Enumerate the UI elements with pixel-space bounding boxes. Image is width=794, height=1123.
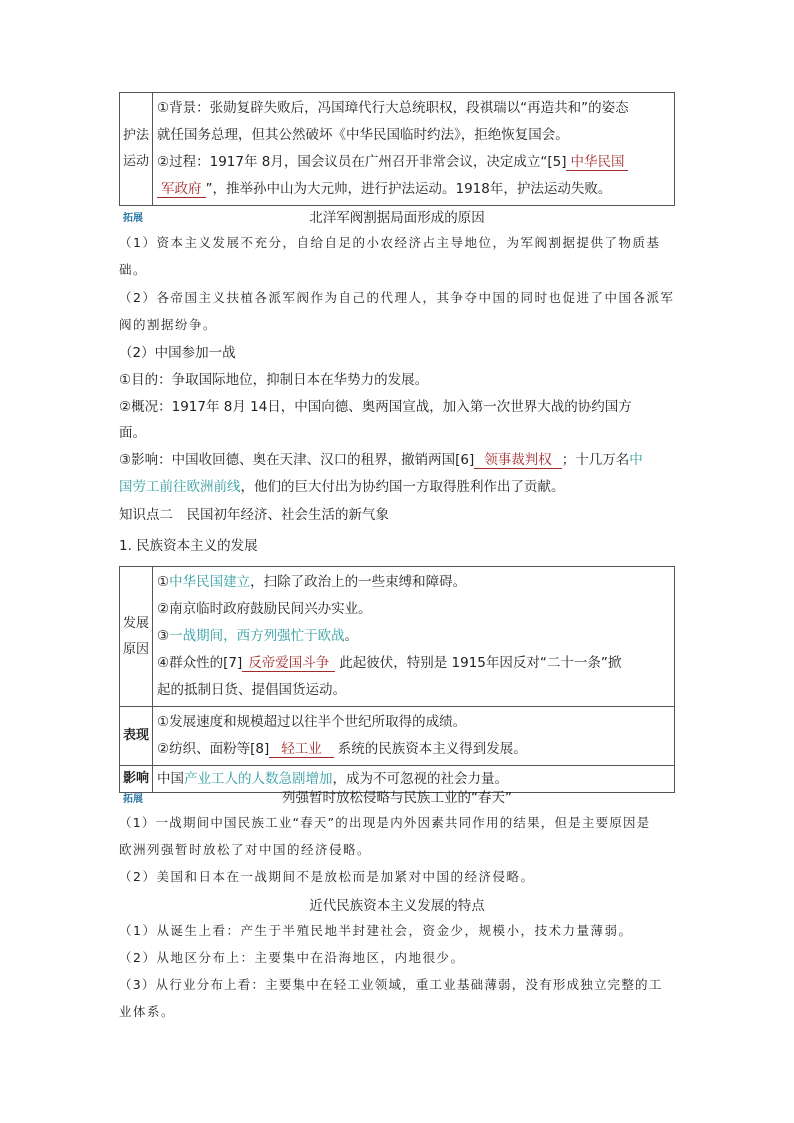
capitalism-table bbox=[119, 566, 675, 793]
answer-6: 领事裁判权 bbox=[474, 452, 562, 469]
tuozhan-tag-2: 拓展 bbox=[123, 794, 143, 805]
tuozhan2-p2: （2）美国和日本在一战期间不是放松而是加紧对中国的经济侵略。 bbox=[119, 869, 535, 884]
tuozhan2-title: 列强暂时放松侵略与民族工业的“春天” bbox=[282, 790, 512, 806]
hufa-content bbox=[153, 93, 675, 206]
performance-header: 表现 bbox=[120, 707, 153, 766]
tuozhan1-title: 北洋军阀割据局面形成的原因 bbox=[309, 210, 485, 226]
answer-5-part1: 中华民国 bbox=[566, 154, 628, 171]
reason-3: ③一战期间，西方列强忙于欧战。 bbox=[157, 628, 359, 644]
influence-content: 中国产业工人的人数急剧增加，成为不可忽视的社会力量。 bbox=[153, 766, 675, 793]
hufa-background-line1: ①背景：张勋复辟失败后，冯国璋代行大总统职权，段祺瑞以“再造共和”的姿态 bbox=[157, 100, 629, 116]
feature-3-line1: （3）从行业分布上看：主要集中在轻工业领域，重工业基础薄弱，没有形成独立完整的工 bbox=[119, 977, 663, 992]
performance-1: ①发展速度和规模超过以往半个世纪所取得的成绩。 bbox=[157, 714, 467, 730]
hufa-header bbox=[120, 93, 153, 206]
feature-1: （1）从诞生上看：产生于半殖民地半封建社会，资金少，规模小，技术力量薄弱。 bbox=[119, 923, 633, 938]
hufa-process-line2: 军政府 ”，推举孙中山为大元帅，进行护法运动。1918年，护法运动失败。 bbox=[157, 176, 670, 203]
answer-5-part2: 军政府 bbox=[157, 181, 206, 198]
tuozhan2-title2: 近代民族资本主义发展的特点 bbox=[309, 898, 485, 914]
tuozhan2-p1-line2: 欧洲列强暂时放松了对中国的经济侵略。 bbox=[119, 842, 372, 857]
reason-2: ②南京临时政府鼓励民间兴办实业。 bbox=[157, 601, 372, 617]
tuozhan-tag-1: 拓展 bbox=[123, 213, 143, 224]
performance-content bbox=[153, 707, 675, 766]
tuozhan2-p1-line1: （1）一战期间中国民族工业“春天”的出现是内外因素共同作用的结果，但是主要原因是 bbox=[119, 815, 651, 830]
tuozhan1-p1-line1: （1）资本主义发展不充分，自给自足的小农经济占主导地位，为军阀割据提供了物质基 bbox=[119, 235, 661, 250]
answer-8: 轻工业 bbox=[269, 741, 334, 758]
tuozhan1-p1-line2: 础。 bbox=[119, 262, 148, 277]
answer-7: 反帝爱国斗争 bbox=[242, 655, 335, 672]
development-reasons-content bbox=[153, 567, 675, 707]
performance-2: ②纺织、面粉等[8] 轻工业 系统的民族资本主义得到发展。 bbox=[157, 741, 527, 757]
war-impact-line1: ③影响：中国收回德、奥在天津、汉口的租界，撤销两国[6] 领事裁判权 ；十几万名中 bbox=[119, 452, 643, 468]
feature-2: （2）从地区分布上：主要集中在沿海地区，内地很少。 bbox=[119, 950, 465, 965]
reason-1: ①中华民国建立，扫除了政治上的一些束缚和障碍。 bbox=[157, 574, 467, 590]
hufa-process-line1: ②过程：1917年 8月，国会议员在广州召开非常会议，决定成立“[5] 中华民国 bbox=[157, 149, 670, 176]
development-reasons-header: 发展 原因 bbox=[120, 567, 153, 707]
war-overview-line1: ②概况：1917年 8月 14日，中国向德、奥两国宣战，加入第一次世界大战的协约国方 bbox=[119, 399, 632, 415]
war-overview-line2: 面。 bbox=[119, 425, 146, 441]
tuozhan1-p2-line1: （2）各帝国主义扶植各派军阀作为自己的代理人，其争夺中国的同时也促进了中国各派军 bbox=[119, 290, 675, 305]
hufa-table bbox=[119, 92, 675, 206]
hufa-background-line2: 就任国务总理，但其公然破坏《中华民国临时约法》，拒绝恢复国会。 bbox=[157, 127, 569, 143]
reason-4-line2: 起的抵制日货、提倡国货运动。 bbox=[157, 682, 346, 698]
war-goal: ①目的：争取国际地位，抑制日本在华势力的发展。 bbox=[119, 372, 429, 388]
hufa-header-line2: 运动 bbox=[122, 154, 149, 169]
feature-3-line2: 业体系。 bbox=[119, 1004, 176, 1019]
influence-header: 影响 bbox=[120, 766, 153, 793]
reason-4-line1: ④群众性的[7] 反帝爱国斗争 此起彼伏，特别是 1915年因反对“二十一条”掀 bbox=[157, 655, 622, 671]
subsection-1-title: 1. 民族资本主义的发展 bbox=[119, 538, 258, 554]
hufa-header-line1: 护法 bbox=[122, 128, 149, 143]
war-heading: （2）中国参加一战 bbox=[119, 345, 236, 361]
tuozhan1-p2-line2: 阀的割据纷争。 bbox=[119, 317, 218, 332]
knowledge-point-2-title: 知识点二 民国初年经济、社会生活的新气象 bbox=[119, 507, 389, 523]
war-impact-line2: 国劳工前往欧洲前线，他们的巨大付出为协约国一方取得胜利作出了贡献。 bbox=[119, 479, 565, 495]
